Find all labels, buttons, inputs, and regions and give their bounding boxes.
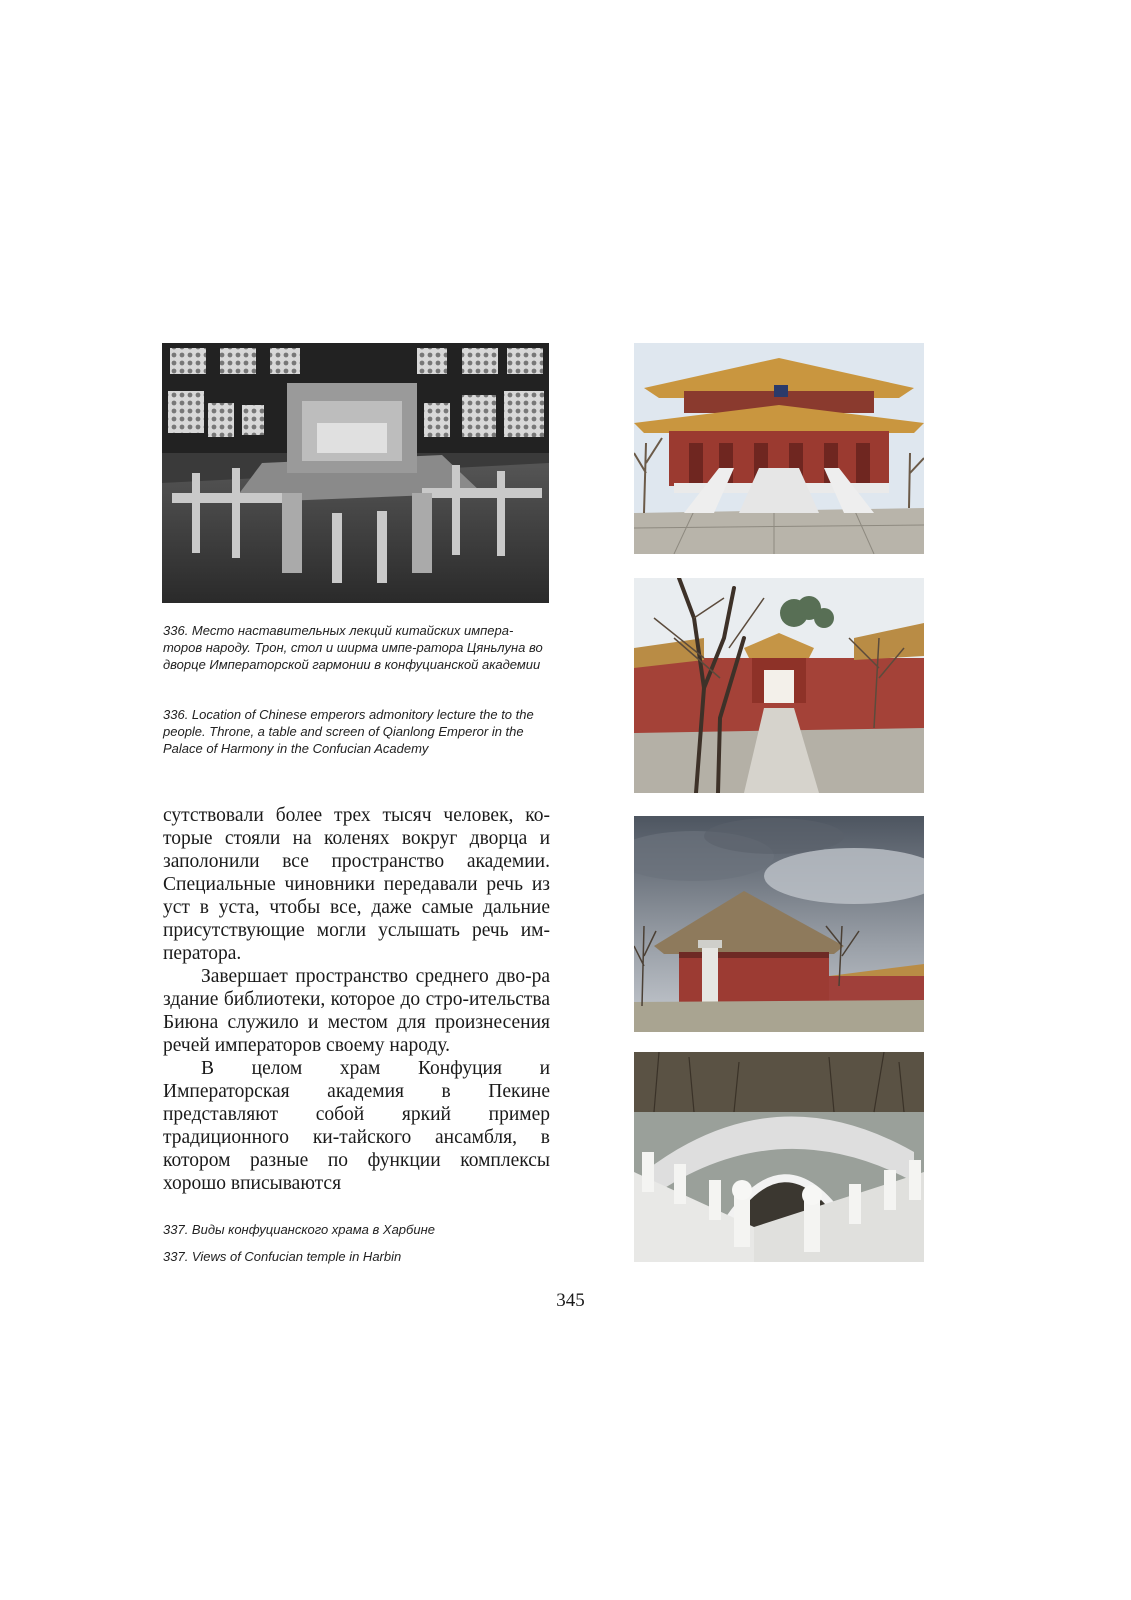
paragraph-3: В целом храм Конфуция и Императорская академия в Пекине представляют собой яркий пример традиционного ки-тайского ансамбля, в котором разные по функции комплексы хорошо вписываются	[163, 1058, 550, 1194]
photo-pavilion-stele	[634, 816, 924, 1032]
photo-marble-bridge	[634, 1052, 924, 1262]
page-number: 345	[556, 1290, 585, 1311]
figure-337-caption-en: 337. Views of Confucian temple in Harbin	[163, 1249, 402, 1264]
figure-336-caption-en: 336. Location of Chinese emperors admonitory lecture the to the people. Throne, a table and screen of Qianlong Emperor in the Palace of Harmony in the Confucian Academy	[163, 707, 534, 756]
figure-337-caption-ru: 337. Виды конфуцианского храма в Харбине	[163, 1222, 435, 1237]
figure-336-caption-ru: 336. Место наставительных лекций китайских импера-торов народу. Трон, стол и ширма импе-ратора Цяньлуна во дворце Императорской гармонии в конфуцианской академии	[163, 623, 543, 672]
photo-throne-hall	[162, 343, 549, 603]
photo-main-hall	[634, 343, 924, 554]
paragraph-1: сутствовали более трех тысяч человек, ко-торые стояли на коленях вокруг дворца и заполонили все пространство академии. Специальные чиновники передавали речь из уст в уста, чтобы все, даже самые дальние присутствующие могли услышать речь им-ператора.	[163, 805, 550, 964]
paragraph-2: Завершает пространство среднего дво-ра здание библиотеки, которое до стро-ительства Биюна служило и местом для произнесения речей императоров своему народу.	[163, 966, 550, 1056]
body-text	[163, 804, 550, 1195]
photo-courtyard-gate	[634, 578, 924, 793]
